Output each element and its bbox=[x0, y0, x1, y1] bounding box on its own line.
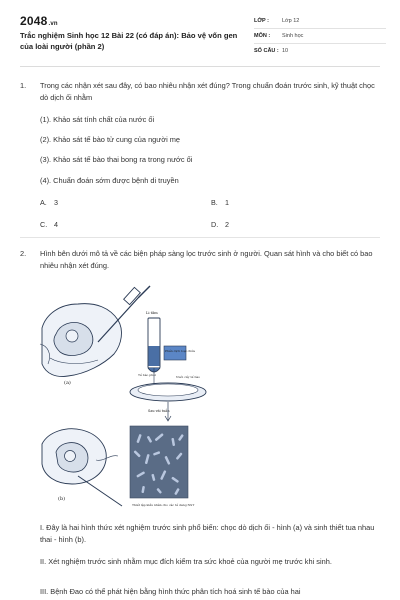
question-text: Hình bên dưới mô tả về các biện pháp sàng lọc trước sinh ở người. Quan sát hình và cho biết có bao nhiêu nhận xét đúng. bbox=[40, 249, 373, 270]
meta-row-class bbox=[254, 14, 386, 29]
statement-2: II. Xét nghiệm trước sinh nhằm mục đích kiểm tra sức khoẻ của người mẹ trước khi sinh. bbox=[40, 557, 332, 566]
amniocentesis-illustration bbox=[40, 286, 150, 386]
label-a: (a) bbox=[64, 380, 71, 386]
meta-table bbox=[254, 14, 386, 58]
label-tube: Li tâm bbox=[146, 311, 158, 315]
answer-c[interactable]: C. 4 bbox=[40, 220, 58, 229]
brand-logo[interactable]: 2048.vn bbox=[20, 14, 58, 28]
meta-label: SỐ CÂU : bbox=[254, 48, 279, 54]
answer-d[interactable]: D. 2 bbox=[211, 220, 229, 229]
label-karyotype: Thiết lập kiểu nhân cho các tế dang NST bbox=[132, 503, 195, 507]
option-item: (2). Khảo sát tế bào tử cung của người mẹ bbox=[40, 135, 181, 144]
meta-value: Sinh học bbox=[282, 33, 304, 39]
meta-value: 10 bbox=[282, 48, 289, 54]
prenatal-screening-figure bbox=[38, 284, 232, 516]
question-text: Trong các nhận xét sau đây, có bao nhiêu nhận xét đúng? Trong chuẩn đoán trước sinh, kỹ thuật chọc dò dịch ối nhằm bbox=[40, 81, 375, 102]
option-item: (4). Chuẩn đoán sớm được bệnh di truyền bbox=[40, 176, 179, 185]
label-b: (b) bbox=[58, 496, 66, 502]
option-item: (1). Khảo sát tính chất của nước ối bbox=[40, 115, 155, 124]
question-2 bbox=[20, 248, 380, 274]
label-after: Sau vài tuần bbox=[148, 409, 170, 413]
question-number: 2. bbox=[20, 249, 27, 258]
answer-a[interactable]: A. 3 bbox=[40, 198, 58, 207]
answer-b[interactable]: B. 1 bbox=[211, 198, 229, 207]
label-cells: Tế bào phôi bbox=[138, 373, 156, 377]
label-culture: Nuôi cấy tế bào bbox=[176, 375, 200, 379]
meta-label: MÔN : bbox=[254, 33, 271, 39]
question-divider bbox=[20, 237, 380, 238]
statement-1: I. Đây là hai hình thức xét nghiệm trước sinh phổ biến: chọc dò dịch ối - hình (a) và sinh thiết tua nhau thai - hình (b). bbox=[40, 523, 375, 544]
centrifuge-tube bbox=[130, 311, 206, 421]
question-1 bbox=[20, 80, 380, 106]
page-title: Trắc nghiệm Sinh học 12 Bài 22 (có đáp án): Bảo vệ vốn gen của loài người (phần 2) bbox=[20, 31, 238, 51]
label-fluid: Phần dịch loại chứa bbox=[165, 349, 195, 353]
meta-row-count bbox=[254, 44, 386, 58]
meta-label: LỚP : bbox=[254, 18, 269, 24]
meta-value: Lớp 12 bbox=[282, 18, 300, 24]
villus-sampling-illustration bbox=[42, 429, 122, 506]
header-divider bbox=[20, 66, 380, 67]
karyotype-image bbox=[130, 426, 194, 507]
meta-row-subject bbox=[254, 29, 386, 44]
header bbox=[0, 0, 400, 64]
option-item: (3). Khảo sát tế bào thai bong ra trong nước ối bbox=[40, 155, 193, 164]
statement-3: III. Bệnh Đao có thể phát hiện bằng hình thức phân tích hoá sinh tế bào của hai bbox=[40, 587, 301, 596]
question-number: 1. bbox=[20, 81, 27, 90]
